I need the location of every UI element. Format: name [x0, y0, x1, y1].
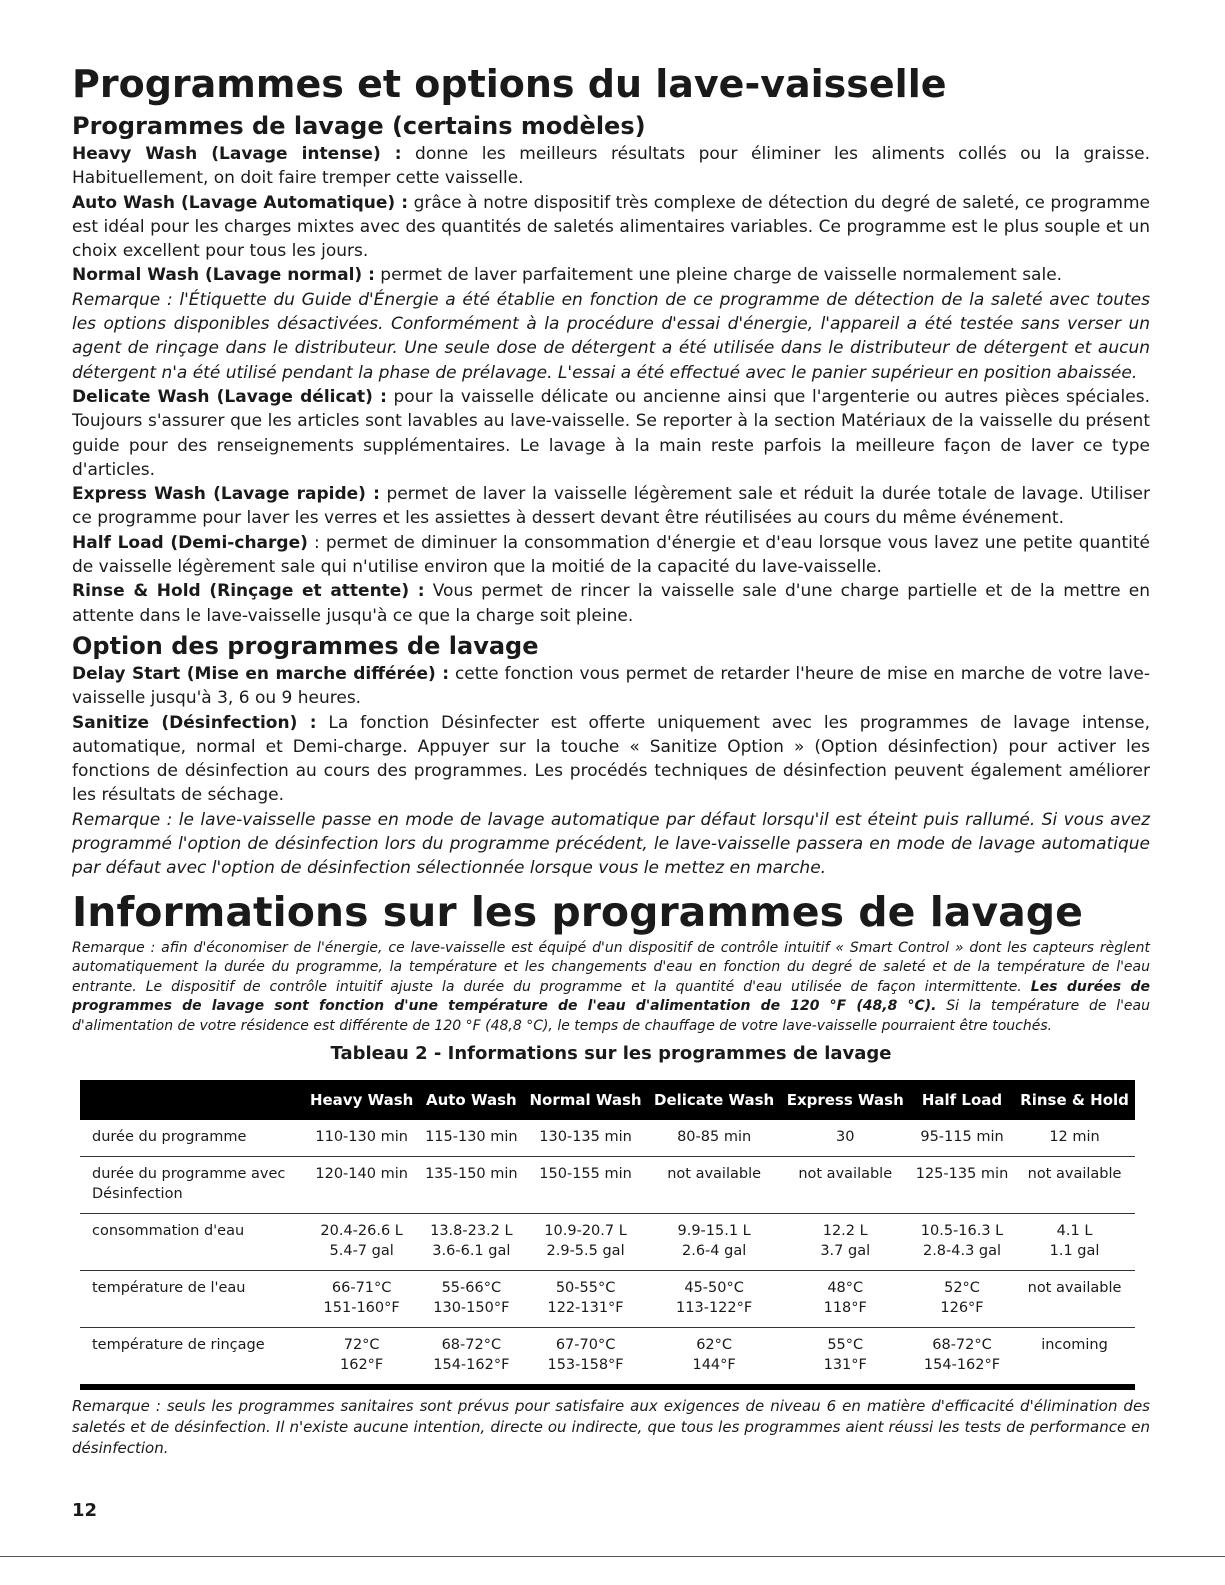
option-sanitize: Sanitize (Désinfection) : La fonction Désinfecter est offerte uniquement avec les programmes de lavage intense, automatique, normal et Demi-charge. Appuyer sur la touche « Sanitize Option » (Option désinfection) pour activer les fonctions de désinfection au cours des programmes. Les procédés techniques de désinfection peuvent également améliorer les résultats de séchage. — [72, 712, 1150, 806]
cell-line: 151-160°F — [323, 1299, 400, 1316]
table-row — [80, 1213, 1135, 1270]
table-caption: Tableau 2 - Informations sur les programmes de lavage — [330, 1042, 892, 1064]
table-header-cell: Rinse & Hold — [1014, 1080, 1135, 1120]
program-half-load: Half Load (Demi-charge) : permet de diminuer la consommation d'énergie et d'eau lorsque vous lavez une petite quantité de vaisselle légèrement sale qui n'utilise environ que la moitié de la capacité du lave-vaisselle. — [72, 532, 1150, 578]
cell-line: 12 min — [1049, 1128, 1100, 1145]
term: Half Load (Demi-charge) — [72, 532, 308, 553]
table-cell — [523, 1120, 647, 1157]
term: Normal Wash (Lavage normal) : — [72, 265, 375, 286]
table-cell — [523, 1270, 647, 1327]
table-cell — [304, 1120, 419, 1157]
cell-line: 3.6-6.1 gal — [432, 1242, 511, 1259]
temperature-emphasis: Les durées de programmes de lavage sont fonction d'une température de l'eau d'alimentation de 120 °F (48,8 °C). — [72, 978, 1150, 1015]
table-header-blank — [80, 1080, 304, 1120]
cell-line: not available — [1027, 1165, 1122, 1182]
table-row — [80, 1156, 1135, 1213]
term: Express Wash (Lavage rapide) : — [72, 484, 380, 505]
page-number: 12 — [72, 1500, 98, 1521]
cell-line: 45-50°C — [684, 1279, 744, 1296]
cell-line: 110-130 min — [315, 1128, 408, 1145]
cell-line: not available — [1027, 1279, 1122, 1296]
cell-line: 50-55°C — [555, 1279, 616, 1296]
table-cell — [304, 1270, 419, 1327]
cell-line: 144°F — [692, 1356, 736, 1373]
table-cell — [781, 1156, 910, 1213]
section-heading-programmes: Programmes de lavage (certains modèles) — [72, 112, 646, 140]
program-rinse-hold: Rinse & Hold (Rinçage et attente) : Vous permet de rincer la vaisselle sale d'une charge partielle et de la mettre en attente dans le lave-vaisselle jusqu'à ce que la charge soit pleine. — [72, 581, 1150, 626]
smart-control-note: Remarque : afin d'économiser de l'énergie, ce lave-vaisselle est équipé d'un dispositif de contrôle intuitif « Smart Control » dont les capteurs règlent automatiquement la durée du programme, la température et les changements d'eau en fonction du degré de saleté et de la température de l'eau entrante. Le dispositif de contrôle intuitif ajuste la durée du programme et la quantité d'eau utilisée de façon intermittente. Les durées de programmes de lavage sont fonction d'une température de l'eau d'alimentation de 120 °F (48,8 °C). Si la température de l'eau d'alimentation de votre résidence est différente de 120 °F (48,8 °C), le temps de chauffage de votre lave-vaisselle pourraient être touchés. — [72, 939, 1150, 1034]
section-heading-options: Option des programmes de lavage — [72, 631, 539, 660]
table-cell — [910, 1327, 1014, 1387]
cell-line: 55°C — [827, 1336, 864, 1353]
cell-line: 5.4-7 gal — [329, 1242, 394, 1259]
cell-line: 95-115 min — [920, 1128, 1004, 1145]
cell-line: 20.4-26.6 L — [320, 1222, 403, 1239]
sanitary-note: Remarque : seuls les programmes sanitaires sont prévus pour satisfaire aux exigences de niveau 6 en matière d'efficacité d'élimination des saletés et de désinfection. Il n'existe aucune intention, directe ou indirecte, que tous les programmes aient réussi les tests de performance en désinfection. — [72, 1396, 1150, 1457]
table-header-cell: Express Wash — [781, 1080, 910, 1120]
cell-line: 67-70°C — [555, 1336, 616, 1353]
table-cell — [648, 1270, 781, 1327]
cell-line: 122-131°F — [547, 1299, 624, 1316]
program-express-wash: Express Wash (Lavage rapide) : permet de laver la vaisselle légèrement sale et réduit la durée totale de lavage. Utiliser ce programme pour laver les verres et les assiettes à dessert devant être réutilisées au cours du même événement. — [72, 484, 1150, 529]
table-cell — [419, 1327, 523, 1387]
table-cell — [648, 1213, 781, 1270]
cell-line: 150-155 min — [539, 1165, 632, 1182]
table-cell — [781, 1327, 910, 1387]
table-cell — [523, 1213, 647, 1270]
term: Sanitize (Désinfection) : — [72, 712, 317, 733]
table-cell — [304, 1213, 419, 1270]
cell-line: 154-162°F — [923, 1356, 1001, 1373]
cell-line: 68-72°C — [441, 1336, 502, 1353]
cell-line: 120-140 min — [315, 1165, 408, 1182]
table-cell — [419, 1213, 523, 1270]
cell-line: 30 — [836, 1128, 855, 1145]
cell-line: 126°F — [940, 1299, 984, 1316]
table-cell — [781, 1120, 910, 1157]
cell-line: 72°C — [343, 1336, 380, 1353]
table-header-row — [80, 1080, 1135, 1120]
cell-line: 66-71°C — [331, 1279, 392, 1296]
table-cell — [419, 1270, 523, 1327]
table-header-cell: Half Load — [910, 1080, 1014, 1120]
cell-line: 3.7 gal — [820, 1242, 871, 1259]
cell-line: 10.9-20.7 L — [544, 1222, 627, 1239]
term: Auto Wash (Lavage Automatique) : — [72, 192, 409, 213]
row-label: consommation d'eau — [92, 1222, 245, 1239]
row-label: durée du programme avec Désinfection — [92, 1165, 286, 1202]
row-label: température de l'eau — [92, 1279, 246, 1296]
sanitize-note: Remarque : le lave-vaisselle passe en mode de lavage automatique par défaut lorsqu'il est éteint puis rallumé. Si vous avez programmé l'option de désinfection lors du programme précédent, le lave-vaisselle passera en mode de lavage automatique par défaut avec l'option de désinfection sélectionnée lorsque vous le mettez en marche. — [72, 809, 1150, 879]
cell-line: 80-85 min — [677, 1128, 752, 1145]
table-cell — [648, 1156, 781, 1213]
cell-line: 115-130 min — [425, 1128, 518, 1145]
term: Delicate Wash (Lavage délicat) : — [72, 386, 387, 407]
cell-line: 135-150 min — [425, 1165, 518, 1182]
table-cell — [1014, 1327, 1135, 1387]
cell-line: 52°C — [944, 1279, 980, 1296]
option-delay-start: Delay Start (Mise en marche différée) : cette fonction vous permet de retarder l'heure de mise en marche de votre lave-vaisselle jusqu'à 3, 6 ou 9 heures. — [72, 663, 1150, 709]
cell-line: 162°F — [340, 1356, 384, 1373]
cell-line: 4.1 L — [1056, 1222, 1093, 1239]
section-heading-info: Informations sur les programmes de lavage — [72, 887, 1083, 936]
cell-line: 13.8-23.2 L — [430, 1222, 513, 1239]
cell-line: 9.9-15.1 L — [677, 1222, 751, 1239]
table-cell — [1014, 1270, 1135, 1327]
table-cell — [648, 1120, 781, 1157]
table-header-cell: Delicate Wash — [648, 1080, 781, 1120]
program-normal-wash: Normal Wash (Lavage normal) : permet de laver parfaitement une pleine charge de vaisselle normalement sale. — [72, 265, 1063, 286]
table-cell — [781, 1213, 910, 1270]
table-cell — [910, 1120, 1014, 1157]
cell-line: 153-158°F — [547, 1356, 624, 1373]
cell-line: 62°C — [696, 1336, 733, 1353]
table-header-cell: Normal Wash — [523, 1080, 647, 1120]
program-delicate-wash: Delicate Wash (Lavage délicat) : pour la vaisselle délicate ou ancienne ainsi que l'argenterie ou autres pièces spéciales. Toujours s'assurer que les articles sont lavables au lave-vaisselle. Se reporter à la section Matériaux de la vaisselle du présent guide pour des renseignements supplémentaires. Le lavage à la main reste parfois la meilleure façon de laver ce type d'articles. — [72, 386, 1150, 480]
cell-line: 10.5-16.3 L — [920, 1222, 1004, 1239]
table-header-cell: Auto Wash — [419, 1080, 523, 1120]
table-cell — [304, 1327, 419, 1387]
cell-line: 55-66°C — [441, 1279, 502, 1296]
table-cell — [523, 1156, 647, 1213]
table-cell — [1014, 1156, 1135, 1213]
cell-line: 154-162°F — [433, 1356, 510, 1373]
table-cell — [910, 1156, 1014, 1213]
table-cell — [648, 1327, 781, 1387]
term: Heavy Wash (Lavage intense) : — [72, 144, 402, 164]
program-heavy-wash: Heavy Wash (Lavage intense) : donne les meilleurs résultats pour éliminer les aliments collés ou la graisse. Habituellement, on doit faire tremper cette vaisselle. — [72, 144, 1150, 189]
program-info-table — [80, 1080, 1135, 1390]
table-cell — [419, 1120, 523, 1157]
table-cell — [910, 1270, 1014, 1327]
table-cell — [523, 1327, 647, 1387]
table-cell — [1014, 1213, 1135, 1270]
term: Delay Start (Mise en marche différée) : — [72, 663, 450, 684]
page-title: Programmes et options du lave-vaisselle — [72, 62, 947, 106]
cell-line: 1.1 gal — [1049, 1242, 1100, 1259]
normal-wash-note: Remarque : l'Étiquette du Guide d'Énergie a été établie en fonction de ce programme de détection de la saleté avec toutes les options disponibles désactivées. Conformément à la procédure d'essai d'énergie, l'appareil a été testée sans verser un agent de rinçage dans le distributeur. Une seule dose de détergent a été utilisée dans le distributeur de détergent et aucun détergent n'a été utilisé pendant la phase de prélavage. L'essai a été effectué avec le panier supérieur en position abaissée. — [72, 289, 1150, 383]
bottom-rule — [0, 1556, 1225, 1557]
cell-line: 113-122°F — [676, 1299, 753, 1316]
table-cell — [304, 1156, 419, 1213]
table-header-cell: Heavy Wash — [304, 1080, 419, 1120]
table-row — [80, 1120, 1135, 1157]
page-content — [72, 58, 1150, 1459]
row-label: température de rinçage — [92, 1336, 265, 1353]
cell-line: 2.8-4.3 gal — [922, 1242, 1002, 1259]
cell-line: not available — [667, 1165, 762, 1182]
cell-line: 130-135 min — [539, 1128, 632, 1145]
cell-line: 2.9-5.5 gal — [546, 1242, 625, 1259]
table-cell — [419, 1156, 523, 1213]
cell-line: 131°F — [823, 1356, 867, 1373]
table-cell — [1014, 1120, 1135, 1157]
cell-line: 48°C — [827, 1279, 864, 1296]
cell-line: 130-150°F — [433, 1299, 510, 1316]
cell-line: incoming — [1041, 1336, 1108, 1353]
program-auto-wash: Auto Wash (Lavage Automatique) : grâce à notre dispositif très complexe de détection du degré de saleté, ce programme est idéal pour les charges mixtes avec des quantités de saletés alimentaires variables. Ce programme est le plus souple et un choix excellent pour tous les jours. — [72, 192, 1150, 262]
row-label: durée du programme — [92, 1128, 247, 1145]
term: Rinse & Hold (Rinçage et attente) : — [72, 581, 425, 602]
cell-line: 118°F — [823, 1299, 867, 1316]
cell-line: not available — [798, 1165, 893, 1182]
cell-line: 2.6-4 gal — [682, 1242, 747, 1259]
table-cell — [781, 1270, 910, 1327]
cell-line: 125-135 min — [915, 1165, 1009, 1182]
table-row — [80, 1270, 1135, 1327]
table-row — [80, 1327, 1135, 1387]
cell-line: 12.2 L — [822, 1222, 868, 1239]
cell-line: 68-72°C — [932, 1336, 992, 1353]
table-cell — [910, 1213, 1014, 1270]
